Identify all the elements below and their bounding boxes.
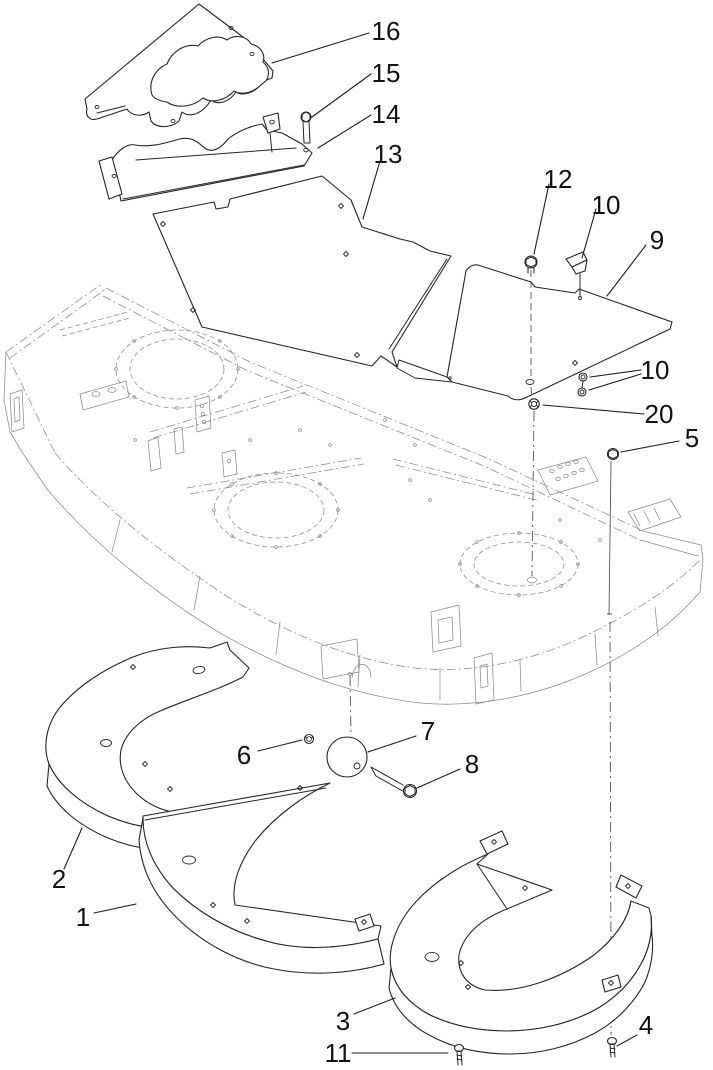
part-13-belt-cover (153, 176, 451, 367)
part-16-top-cover (85, 4, 273, 127)
callout-2-label: 2 (51, 864, 67, 894)
callout-9-label: 9 (649, 225, 665, 255)
callout-13 (363, 139, 402, 219)
part-5-bolt (608, 449, 619, 460)
callout-10-upper-label: 10 (591, 190, 621, 220)
part-7-spacer (327, 737, 367, 777)
callout-14-label: 14 (371, 99, 401, 129)
callout-20 (543, 399, 673, 429)
part-9-belt-cover-right (397, 265, 672, 400)
callout-10-lower-label: 10 (640, 355, 670, 385)
callout-8-label: 8 (464, 749, 480, 779)
callout-1 (76, 902, 136, 932)
callout-20-label: 20 (644, 399, 674, 429)
callout-3 (336, 998, 395, 1036)
callout-16-label: 16 (371, 16, 401, 46)
part-1-baffle (139, 783, 384, 973)
part-10-clip (566, 252, 587, 296)
callout-6-label: 6 (236, 740, 252, 770)
callout-6 (237, 740, 302, 770)
callout-8 (417, 749, 479, 788)
callout-15-label: 15 (371, 58, 401, 88)
callout-7 (368, 716, 435, 752)
callout-13-label: 13 (373, 139, 403, 169)
callout-7-label: 7 (420, 716, 436, 746)
callout-4-label: 4 (638, 1010, 654, 1040)
callout-3-label: 3 (335, 1006, 351, 1036)
callout-11-label: 11 (324, 1038, 352, 1068)
callout-12-label: 12 (543, 164, 573, 194)
part-8-bolt (371, 767, 417, 798)
part-15-bolt (301, 112, 311, 143)
callout-9 (607, 225, 664, 296)
callout-10-upper (582, 190, 620, 258)
part-4-screw (608, 1038, 617, 1058)
callout-5-label: 5 (684, 423, 700, 453)
part-3-baffle (389, 831, 653, 1054)
callout-2 (52, 828, 82, 894)
callout-1-label: 1 (75, 902, 91, 932)
callout-4 (617, 1010, 653, 1046)
part-11-screw (455, 1045, 464, 1066)
callout-11 (325, 1038, 449, 1068)
callout-12 (534, 164, 572, 254)
part-10-nuts (578, 373, 587, 396)
part-6-locknut (305, 735, 314, 744)
callout-16 (272, 16, 400, 63)
part-20-locknut (529, 399, 539, 409)
